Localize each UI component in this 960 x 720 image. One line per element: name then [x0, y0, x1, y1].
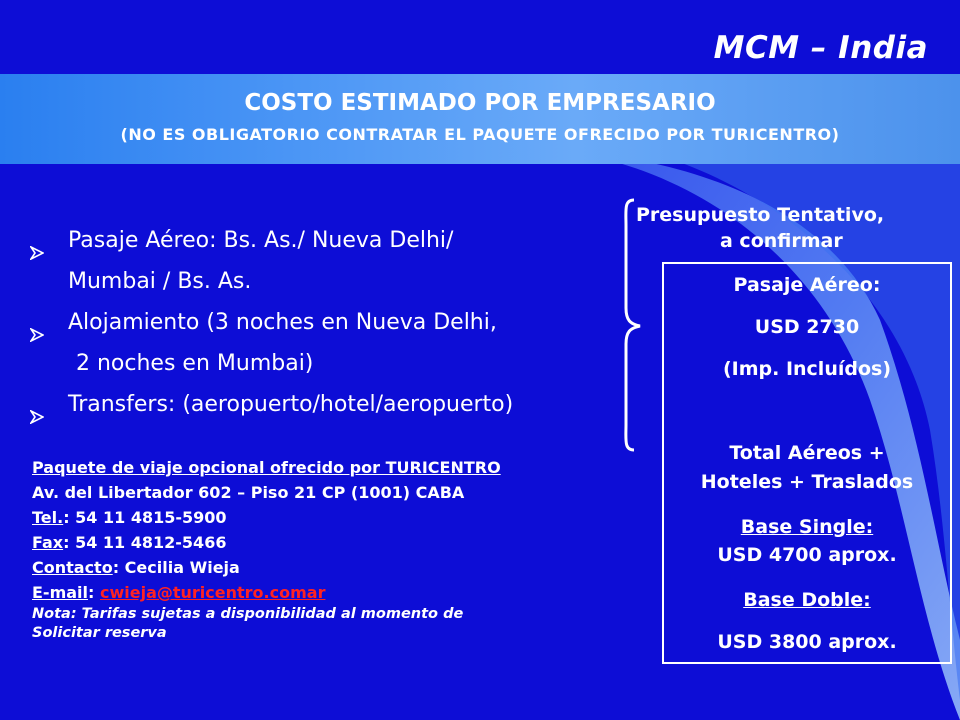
agency-contact [32, 555, 501, 580]
page-title: MCM – India [713, 30, 928, 66]
agency-email [32, 580, 501, 605]
double-label: Base Doble: [743, 589, 871, 611]
list-item [30, 384, 513, 425]
banner-subheading: (NO ES OBLIGATORIO CONTRATAR EL PAQUETE OFRECIDO POR TURICENTRO) [120, 125, 840, 144]
single-value: USD 4700 aprox. [717, 544, 897, 566]
list-item [30, 220, 513, 302]
total-line2: Hoteles + Traslados [700, 471, 914, 493]
email-link[interactable]: cwieja@turicentro.comar [99, 583, 326, 602]
cost-bullet-list [30, 220, 513, 425]
agency-heading: Paquete de viaje opcional ofrecido por TURICENTRO [32, 458, 501, 477]
bullet-text: Alojamiento (3 noches en Nueva Delhi, [68, 310, 497, 335]
bullet-arrow-icon [30, 233, 44, 274]
double-value: USD 3800 aprox. [717, 631, 897, 653]
bullet-text: Pasaje Aéreo: Bs. As./ Nueva Delhi/ [68, 228, 454, 253]
phone-label: Tel. [32, 508, 64, 527]
agency-fax [32, 530, 501, 555]
agency-info [32, 455, 501, 643]
airfare-note: (Imp. Incluídos) [722, 358, 892, 380]
phone-value: : 54 11 4815-5900 [63, 508, 227, 527]
bullet-arrow-icon [30, 315, 44, 356]
header-banner [0, 74, 960, 164]
fax-value: : 54 11 4812-5466 [63, 533, 227, 552]
email-separator: : [88, 583, 100, 602]
bullet-text: Transfers: (aeropuerto/hotel/aeropuerto) [68, 392, 514, 417]
contact-value: : Cecilia Wieja [112, 558, 240, 577]
budget-title-line1: Presupuesto Tentativo, [636, 204, 885, 226]
banner-heading: COSTO ESTIMADO POR EMPRESARIO [244, 90, 716, 116]
budget-box [662, 262, 952, 664]
list-item [30, 302, 513, 384]
bullet-text-continued: 2 noches en Mumbai) [76, 351, 314, 376]
note-line2: Solicitar reserva [32, 625, 167, 641]
agency-phone [32, 505, 501, 530]
fax-label: Fax [32, 533, 64, 552]
email-label: E-mail [32, 583, 89, 602]
airfare-value: USD 2730 [754, 316, 860, 338]
bullet-arrow-icon [30, 397, 44, 438]
note-line1: Nota: Tarifas sujetas a disponibilidad al momento de [32, 606, 464, 622]
single-label: Base Single: [740, 516, 874, 538]
total-line1: Total Aéreos + [729, 442, 885, 464]
bullet-text-continued: Mumbai / Bs. As. [68, 269, 252, 294]
budget-title-line2: a confirmar [720, 230, 843, 252]
contact-label: Contacto [32, 558, 113, 577]
airfare-label: Pasaje Aéreo: [733, 274, 881, 296]
agency-address: Av. del Libertador 602 – Piso 21 CP (1001) CABA [32, 483, 465, 502]
budget-title [636, 202, 960, 254]
